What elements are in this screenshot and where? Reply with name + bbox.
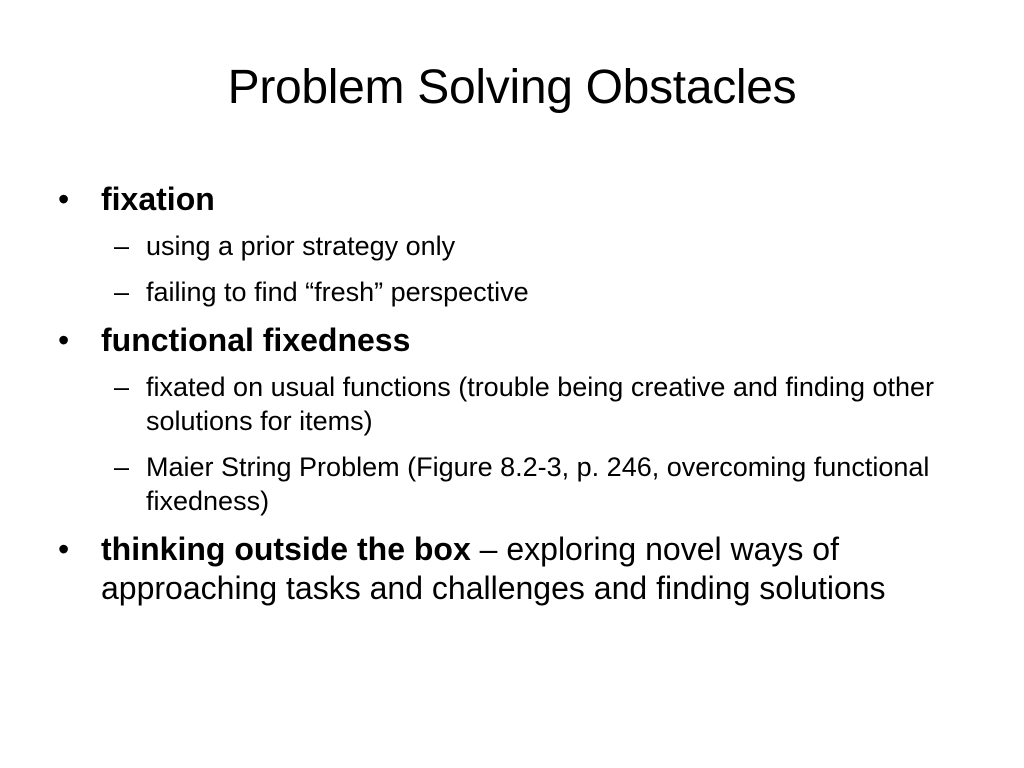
bullet-heading: thinking outside the box (101, 531, 471, 567)
sub-bullet-text: fixated on usual functions (trouble being creative and finding other solutions for items) (146, 372, 935, 436)
bullet-heading: functional fixedness (101, 322, 411, 358)
sub-bullet-text: failing to find “fresh” perspective (146, 277, 529, 307)
bullet-item-functional-fixedness (58, 321, 958, 360)
sub-bullet-text: Maier String Problem (Figure 8.2-3, p. 246, overcoming functional fixedness) (146, 452, 930, 516)
dash-glyph: – (114, 372, 130, 402)
sub-bullet-item (58, 275, 958, 309)
bullet-item-fixation (58, 180, 958, 219)
bullet-glyph: • (58, 322, 70, 358)
sub-bullet-item (58, 370, 958, 438)
dash-glyph: – (114, 277, 130, 307)
sub-bullet-item (58, 450, 958, 518)
bullet-item-thinking-outside-the-box (58, 530, 958, 608)
slide-title: Problem Solving Obstacles (227, 61, 797, 114)
bullet-glyph: • (58, 531, 70, 567)
dash-glyph: – (114, 452, 130, 482)
dash-glyph: – (114, 231, 130, 261)
bullet-glyph: • (58, 181, 70, 217)
sub-bullet-item (58, 229, 958, 263)
bullet-heading: fixation (101, 181, 215, 217)
bullet-description: – exploring novel ways of approaching tasks and challenges and finding solutions (101, 531, 886, 606)
sub-bullet-text: using a prior strategy only (146, 231, 456, 261)
bullet-list (58, 180, 958, 620)
